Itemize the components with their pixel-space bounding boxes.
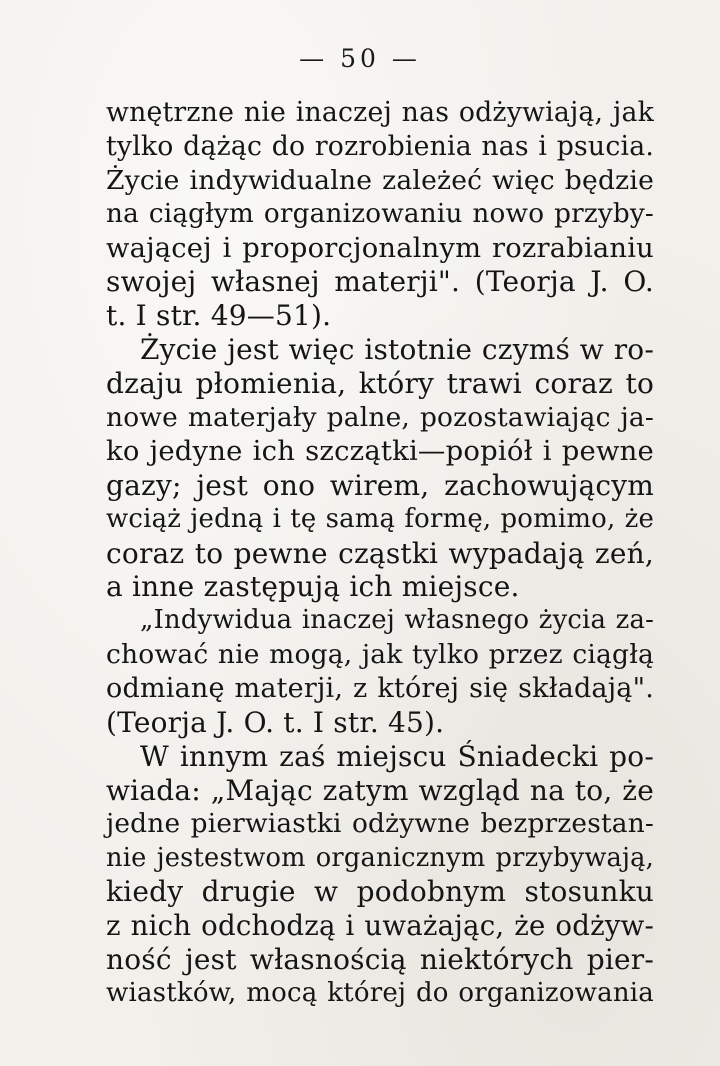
page-number: — 50 — [299, 44, 421, 73]
text-line: ko jedyne ich szczątki—popiół i pewne [106, 435, 654, 467]
text-line: odmianę materji, z której się składają". [106, 673, 654, 705]
text-line: gazy; jest ono wirem, zachowującym [106, 468, 654, 502]
text-line: wnętrzne nie inaczej nas odżywiają, jak [106, 97, 654, 128]
text-line: kiedy drugie w podobnym stosunku [106, 875, 654, 909]
text-line: na ciągłym organizowaniu nowo przyby- [106, 198, 654, 229]
text-line: chować nie mogą, jak tylko przez ciągłą [106, 639, 654, 671]
text-line: wiada: „Mając zatym wzgląd na to, że [106, 773, 654, 807]
paragraph-start-line: W innym zaś miejscu Śniadecki po- [140, 739, 654, 773]
text-line: t. I str. 49—51). [106, 299, 332, 333]
text-line: tylko dążąc do rozrobienia nas i psucia. [106, 130, 654, 162]
text-line: wiastków, mocą której do organizowania [106, 978, 654, 1009]
text-line: Życie indywidualne zależeć więc będzie [106, 164, 654, 196]
paragraph-start-line: Życie jest więc istotnie czymś w ro- [140, 333, 654, 367]
text-line: (Teorja J. O. t. I str. 45). [106, 706, 445, 740]
text-line: jedne pierwiastki odżywne bezprzestan- [106, 808, 654, 839]
text-line: coraz to pewne cząstki wypadają zeń, [106, 536, 654, 570]
text-line: wciąż jedną i tę samą formę, pomimo, że [106, 503, 654, 534]
text-line: wającej i proporcjonalnym rozrabianiu [106, 232, 654, 264]
paragraph-start-line: „Indywidua inaczej własnego życia za- [140, 605, 654, 636]
text-line: swojej własnej materji". (Teorja J. O. [106, 265, 654, 299]
text-line: a inne zastępują ich miejsce. [106, 570, 520, 604]
text-line: nie jestestwom organicznym przybywają, [106, 842, 654, 873]
text-line: nowe materjały palne, pozostawiając ja- [106, 402, 654, 434]
text-line: ność jest własnością niektórych pier- [106, 943, 654, 977]
body-text [106, 96, 654, 1011]
text-line: z nich odchodzą i uważając, że odżyw- [106, 909, 654, 943]
text-line: dzaju płomienia, który trawi coraz to [106, 367, 654, 401]
